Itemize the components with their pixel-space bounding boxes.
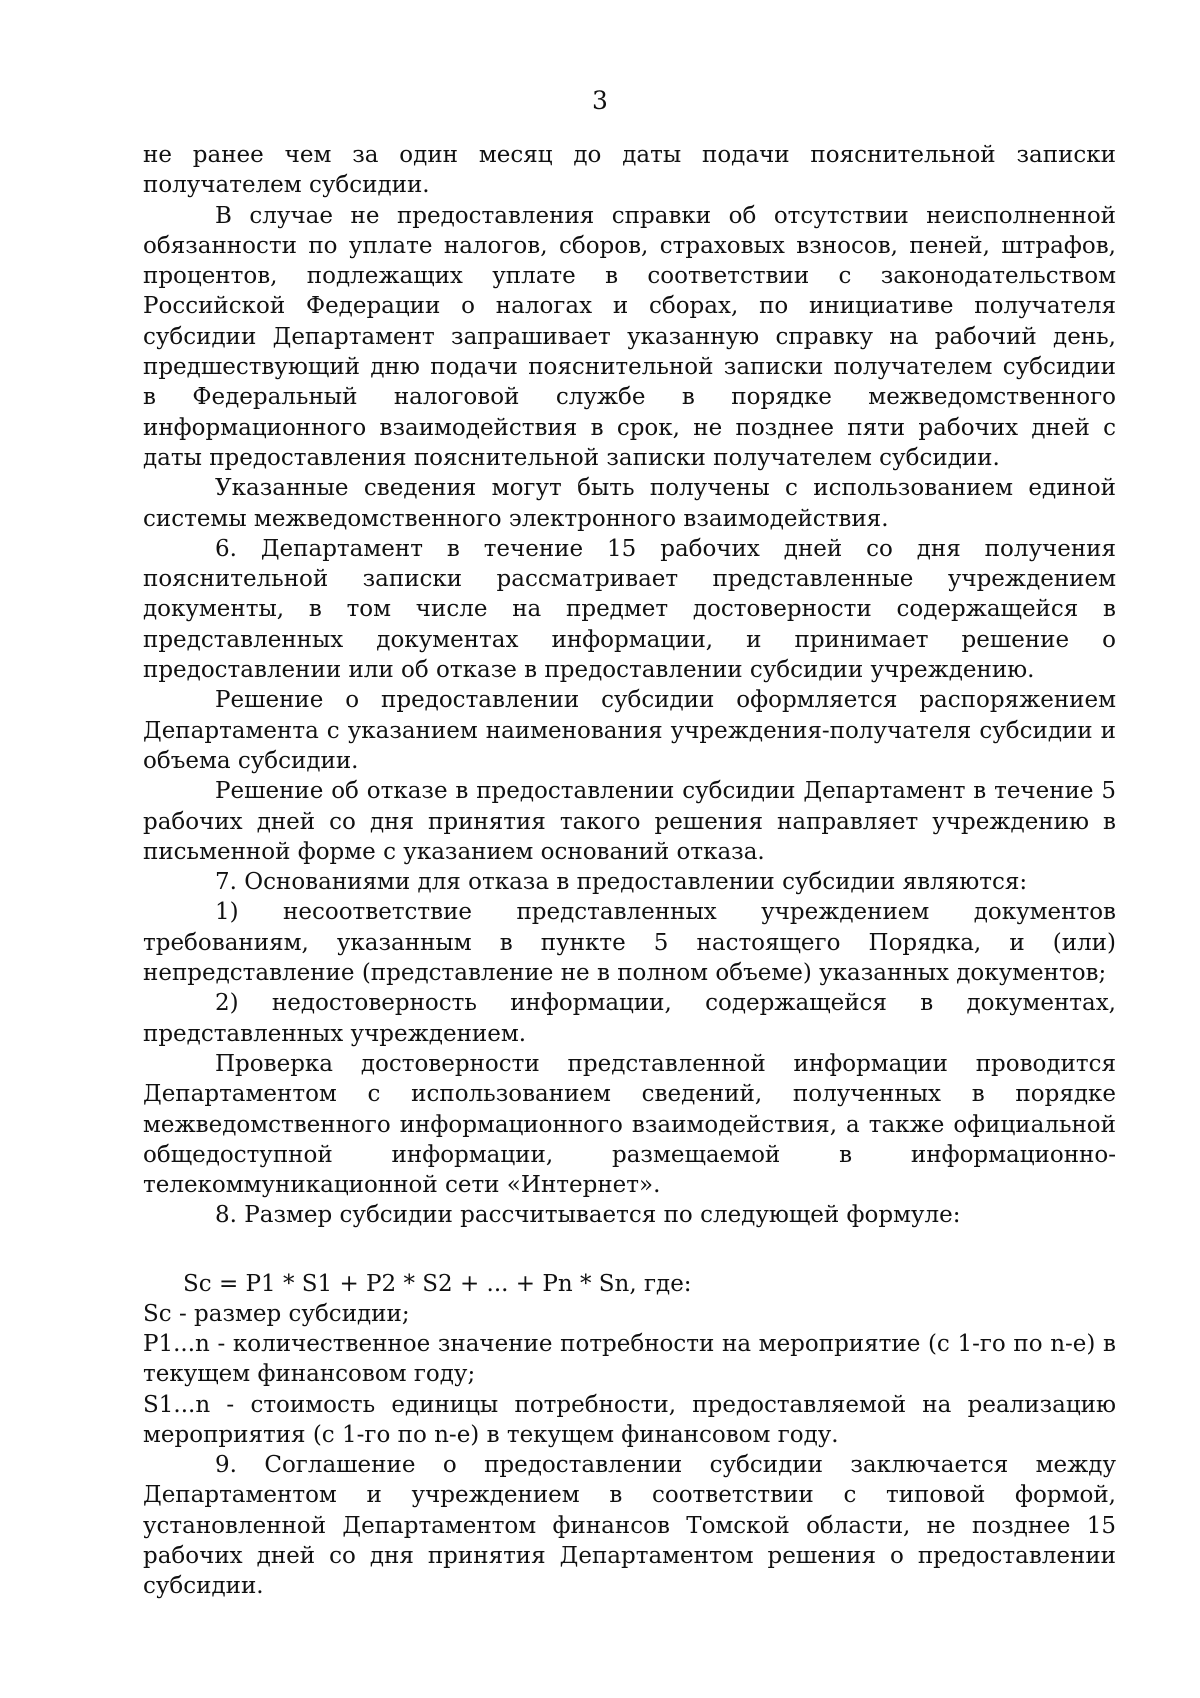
paragraph-ground-2: 2) недостоверность информации, содержащейся в документах, представленных учреждением. [143, 990, 1116, 1047]
page-number: 3 [592, 86, 608, 115]
subsidy-formula: Sc = P1 * S1 + P2 * S2 + ... + Pn * Sn, где: [183, 1270, 692, 1297]
paragraph-decision-grant: Решение о предоставлении субсидии оформляется распоряжением Департамента с указанием наименования учреждения-получателя субсидии и объема субсидии. [143, 687, 1116, 774]
paragraph-decision-refusal: Решение об отказе в предоставлении субсидии Департамент в течение 5 рабочих дней со дня принятия такого решения направляет учреждению в письменной форме с указанием оснований отказа. [143, 778, 1116, 865]
paragraph-clause-8: 8. Размер субсидии рассчитывается по следующей формуле: [215, 1202, 961, 1229]
paragraph-continuation: не ранее чем за один месяц до даты подачи пояснительной записки получателем субсидии. [143, 142, 1116, 199]
definition-sc: Sc - размер субсидии; [143, 1300, 410, 1327]
paragraph-electronic-interaction: Указанные сведения могут быть получены с использованием единой системы межведомственного электронного взаимодействия. [143, 475, 1116, 532]
paragraph-clause-6: 6. Департамент в течение 15 рабочих дней со дня получения пояснительной записки рассматривает представленные учреждением документы, в том числе на предмет достоверности содержащейся в представленных документах информации, и принимает решение о предоставлении или об отказе в предоставлении субсидии учреждению. [143, 535, 1116, 684]
paragraph-clause-7: 7. Основаниями для отказа в предоставлении субсидии являются: [215, 869, 1028, 896]
definition-s: S1...n - стоимость единицы потребности, предоставляемой на реализацию мероприятия (с 1-го по n-е) в текущем финансовом году. [143, 1391, 1116, 1448]
paragraph-ground-1: 1) несоответствие представленных учреждением документов требованиям, указанным в пункте 5 настоящего Порядка, и (или) непредставление (представление не в полном объеме) указанных документов; [143, 899, 1116, 987]
paragraph-clause-9: 9. Соглашение о предоставлении субсидии заключается между Департаментом и учреждением в соответствии с типовой формой, установленной Департаментом финансов Томской области, не позднее 15 рабочих дней со дня принятия Департаментом решения о предоставлении субсидии. [143, 1452, 1116, 1600]
paragraph-verification: Проверка достоверности представленной информации проводится Департаментом с использованием сведений, полученных в порядке межведомственного информационного взаимодействия, а также официальной общедоступной информации, размещаемой в информационно-телекоммуникационной сети «Интернет». [143, 1050, 1116, 1199]
document-body [143, 140, 1116, 1602]
definition-p: P1...n - количественное значение потребности на мероприятие (с 1-го по n-е) в текущем финансовом году; [143, 1330, 1116, 1388]
paragraph-tax-certificate: В случае не предоставления справки об отсутствии неисполненной обязанности по уплате налогов, сборов, страховых взносов, пеней, штрафов, процентов, подлежащих уплате в соответствии с законодательством Российской Федерации о налогах и сборах, по инициативе получателя субсидии Департамент запрашивает указанную справку на рабочий день, предшествующий дню подачи пояснительной записки получателем субсидии в Федеральный налоговой службе в порядке межведомственного информационного взаимодействия в срок, не позднее пяти рабочих дней с даты предоставления пояснительной записки получателем субсидии. [143, 202, 1116, 471]
